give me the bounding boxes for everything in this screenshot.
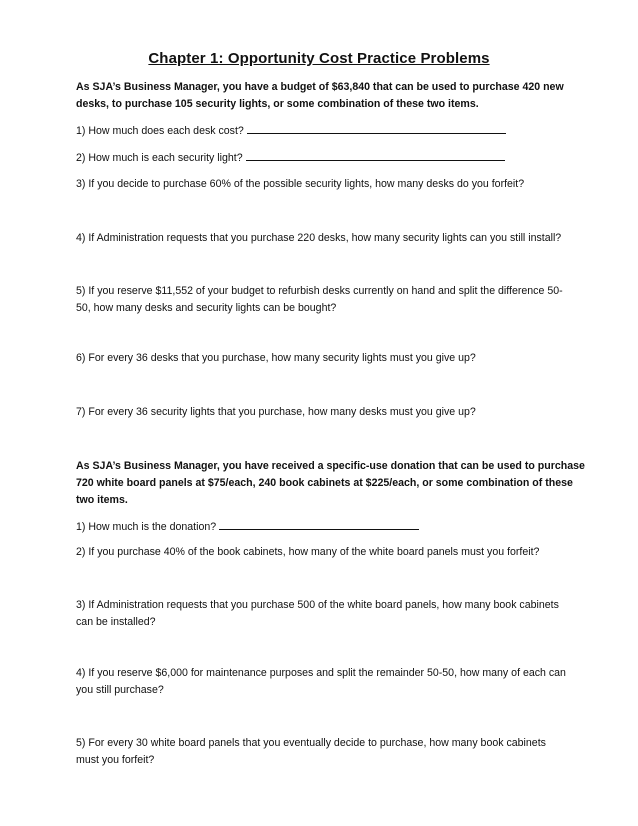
section1-question-6: 6) For every 36 desks that you purchase, how many security lights must you give up?	[76, 352, 476, 364]
answer-blank	[246, 149, 505, 161]
question-text: 1) How much is the donation?	[76, 521, 217, 533]
section2-question-3-line1: 3) If Administration requests that you purchase 500 of the white board panels, how many book cabinets	[76, 599, 559, 611]
section1-question-5-line2: 50, how many desks and security lights can be bought?	[76, 302, 337, 314]
section1-question-7: 7) For every 36 security lights that you purchase, how many desks must you give up?	[76, 406, 476, 418]
section2-question-5-line2: must you forfeit?	[76, 754, 155, 766]
section1-intro-line2: desks, to purchase 105 security lights, or some combination of these two items.	[76, 98, 479, 110]
answer-blank	[247, 122, 506, 134]
section1-question-3: 3) If you decide to purchase 60% of the possible security lights, how many desks do you forfeit?	[76, 178, 525, 190]
section2-intro-line3: two items.	[76, 494, 128, 506]
section1-question-4: 4) If Administration requests that you purchase 220 desks, how many security lights can you still install?	[76, 232, 562, 244]
section2-question-4-line1: 4) If you reserve $6,000 for maintenance purposes and split the remainder 50-50, how many of each can	[76, 667, 566, 679]
section2-question-1	[76, 518, 576, 536]
section2-question-5-line1: 5) For every 30 white board panels that you eventually decide to purchase, how many book cabinets	[76, 737, 546, 749]
section2-intro-line2: 720 white board panels at $75/each, 240 book cabinets at $225/each, or some combination of these	[76, 477, 573, 489]
question-text: 1) How much does each desk cost?	[76, 125, 244, 137]
section2-question-4-line2: you still purchase?	[76, 684, 164, 696]
page-title: Chapter 1: Opportunity Cost Practice Problems	[148, 50, 490, 67]
section1-question-1	[76, 122, 576, 140]
section1-question-2	[76, 149, 576, 167]
question-text: 2) How much is each security light?	[76, 152, 243, 164]
section1-question-5-line1: 5) If you reserve $11,552 of your budget to refurbish desks currently on hand and split the difference 50-	[76, 285, 563, 297]
section2-question-2: 2) If you purchase 40% of the book cabinets, how many of the white board panels must you forfeit?	[76, 546, 540, 558]
answer-blank	[219, 518, 419, 530]
section2-intro-line1: As SJA’s Business Manager, you have received a specific-use donation that can be used to purchase	[76, 460, 585, 472]
section1-intro-line1: As SJA’s Business Manager, you have a budget of $63,840 that can be used to purchase 420 new	[76, 81, 564, 93]
section2-question-3-line2: can be installed?	[76, 616, 156, 628]
